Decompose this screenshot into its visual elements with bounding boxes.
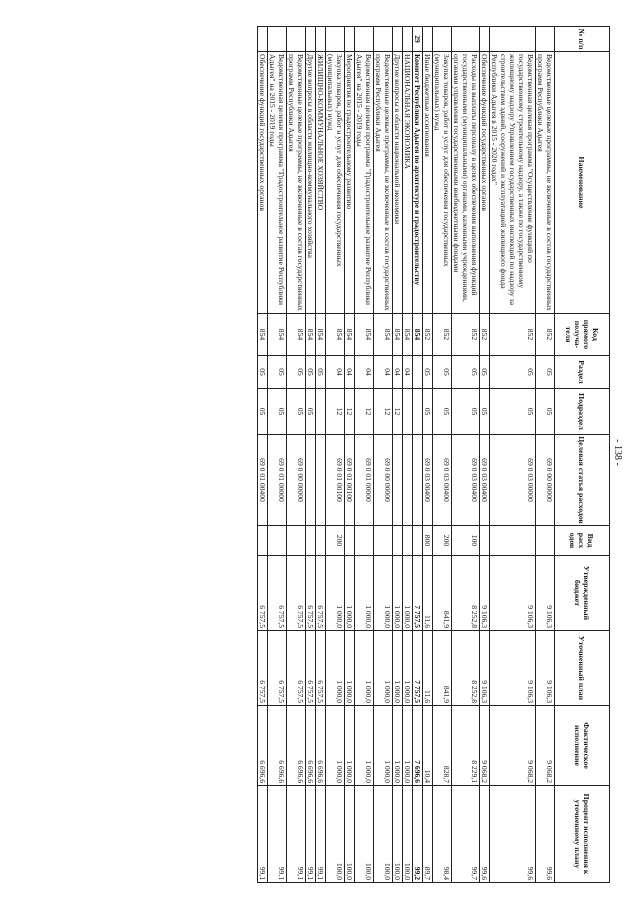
header-exp-type: Вид расх одов — [555, 526, 610, 556]
row-name: Ведомственная целевая программа "Осуществление функций по государственному строительному надзору, а также по государственному жилищному надзору Управлением государственных инспекций по надзору за строительством зданий, сооружений и эксплуатацией жилищного фонда Республики Адыгея в 2015 - 2020 годах" — [490, 52, 536, 314]
row-percent: 99,2 — [413, 786, 423, 883]
row-num — [355, 27, 374, 52]
row-actual: 7 696,6 — [413, 706, 423, 786]
row-section: 05 — [268, 356, 287, 389]
row-actual: 6 696,6 — [287, 706, 306, 786]
row-subsection: 05 — [480, 389, 490, 435]
row-exp-type — [413, 526, 423, 556]
row-num: 29 — [413, 27, 423, 52]
table-header-row — [555, 27, 610, 883]
row-name: Закупка товаров, работ и услуг для обеспечения государственных (муниципальных) нужд — [433, 52, 452, 314]
row-section: 05 — [536, 356, 555, 389]
row-name: НАЦИОНАЛЬНАЯ ЭКОНОМИКА — [403, 52, 413, 314]
row-approved: 841,9 — [433, 556, 452, 631]
row-exp-type — [268, 526, 287, 556]
row-num — [393, 27, 403, 52]
header-num: № п/п — [555, 27, 610, 52]
table-row — [374, 27, 393, 883]
row-percent: 100,0 — [355, 786, 374, 883]
row-target: 69 0 03 00400 — [480, 435, 490, 526]
row-subsection: 05 — [258, 389, 268, 435]
row-approved: 7 757,5 — [413, 556, 423, 631]
table-row — [287, 27, 306, 883]
row-code: 854 — [258, 314, 268, 356]
row-percent: 99,6 — [536, 786, 555, 883]
row-section: 05 — [480, 356, 490, 389]
row-target — [306, 435, 316, 526]
row-target — [413, 435, 423, 526]
row-target: 69 0 01 00100 — [345, 435, 355, 526]
row-subsection: 12 — [326, 389, 345, 435]
row-code: 854 — [355, 314, 374, 356]
row-subsection — [413, 389, 423, 435]
row-refined: 9 106,3 — [536, 631, 555, 706]
row-num — [326, 27, 345, 52]
row-target: 69 0 01 00400 — [258, 435, 268, 526]
row-subsection: 05 — [433, 389, 452, 435]
row-section: 05 — [306, 356, 316, 389]
row-percent: 99,7 — [452, 786, 480, 883]
row-refined: 841,9 — [433, 631, 452, 706]
row-refined: 1 000,0 — [374, 631, 393, 706]
row-target — [403, 435, 413, 526]
row-actual: 6 696,6 — [316, 706, 326, 786]
row-percent: 99,6 — [480, 786, 490, 883]
row-code: 854 — [374, 314, 393, 356]
row-name: Другие вопросы в области национальной экономики — [393, 52, 403, 314]
row-refined: 1 000,0 — [355, 631, 374, 706]
row-num — [536, 27, 555, 52]
row-refined: 1 000,0 — [403, 631, 413, 706]
row-name: Ведомственные целевые программы, не включенные в состав государственных программ Республики Адыгея — [536, 52, 555, 314]
row-target: 69 0 03 00400 — [433, 435, 452, 526]
row-num — [268, 27, 287, 52]
header-approved: Утвержденный бюджет — [555, 556, 610, 631]
row-subsection: 05 — [452, 389, 480, 435]
row-actual: 6 696,6 — [258, 706, 268, 786]
row-num — [433, 27, 452, 52]
row-section: 05 — [287, 356, 306, 389]
row-approved: 9 106,3 — [490, 556, 536, 631]
row-section: 05 — [433, 356, 452, 389]
row-percent: 89,7 — [423, 786, 433, 883]
row-percent: 99,1 — [268, 786, 287, 883]
row-subsection: 05 — [268, 389, 287, 435]
table-row — [423, 27, 433, 883]
table-body — [258, 27, 555, 883]
table-row — [536, 27, 555, 883]
row-code: 852 — [423, 314, 433, 356]
table-row — [268, 27, 287, 883]
row-actual: 10,4 — [423, 706, 433, 786]
row-name: Ведомственная целевая программа "Градостроительное развитие Республики Адыгея" на 2015 - 2019 годы — [355, 52, 374, 314]
row-actual: 828,7 — [433, 706, 452, 786]
row-approved: 6 757,5 — [316, 556, 326, 631]
table-row — [413, 27, 423, 883]
row-approved: 1 000,0 — [355, 556, 374, 631]
row-percent: 99,6 — [490, 786, 536, 883]
table-row — [452, 27, 480, 883]
table-row — [258, 27, 268, 883]
budget-table — [257, 26, 610, 883]
row-refined: 1 000,0 — [326, 631, 345, 706]
row-num — [287, 27, 306, 52]
header-percent: Процент исполнения к уточненному плану — [555, 786, 610, 883]
row-percent: 100,0 — [403, 786, 413, 883]
row-code: 854 — [393, 314, 403, 356]
row-exp-type: 200 — [433, 526, 452, 556]
row-section: 05 — [258, 356, 268, 389]
row-approved: 9 106,3 — [480, 556, 490, 631]
row-section: 04 — [326, 356, 345, 389]
row-target — [393, 435, 403, 526]
row-percent: 100,0 — [374, 786, 393, 883]
row-refined: 6 757,5 — [287, 631, 306, 706]
row-code: 854 — [306, 314, 316, 356]
row-approved: 1 000,0 — [393, 556, 403, 631]
header-section: Раздел — [555, 356, 610, 389]
row-name: Другие вопросы в области жилищно-коммунального хозяйства — [306, 52, 316, 314]
row-target: 69 0 01 00000 — [355, 435, 374, 526]
row-target: 69 0 01 00000 — [268, 435, 287, 526]
row-section: 05 — [490, 356, 536, 389]
row-num — [316, 27, 326, 52]
row-refined: 1 000,0 — [393, 631, 403, 706]
row-approved: 9 106,3 — [536, 556, 555, 631]
row-code: 852 — [536, 314, 555, 356]
row-refined: 8 252,8 — [452, 631, 480, 706]
row-percent: 99,1 — [316, 786, 326, 883]
row-num — [423, 27, 433, 52]
row-name: Обеспечение функций государственных органов — [258, 52, 268, 314]
row-exp-type: 800 — [423, 526, 433, 556]
row-section: 05 — [452, 356, 480, 389]
table-row — [345, 27, 355, 883]
row-refined: 9 106,3 — [490, 631, 536, 706]
row-subsection: 05 — [490, 389, 536, 435]
row-approved: 6 757,5 — [306, 556, 316, 631]
row-code: 852 — [480, 314, 490, 356]
row-name: Обеспечение функций государственных органов — [480, 52, 490, 314]
row-name: Ведомственные целевые программы, не включенные в состав государственных программ Республики Адыгея — [287, 52, 306, 314]
row-percent: 98,4 — [433, 786, 452, 883]
row-target: 69 0 03 00400 — [423, 435, 433, 526]
row-refined: 6 757,5 — [258, 631, 268, 706]
row-refined: 6 757,5 — [268, 631, 287, 706]
row-code: 854 — [287, 314, 306, 356]
row-name: Ведомственная целевая программа "Градостроительное развитие Республики Адыгея" на 2015 - 2019 годы — [268, 52, 287, 314]
row-target — [316, 435, 326, 526]
table-row — [316, 27, 326, 883]
row-num — [258, 27, 268, 52]
row-section: 04 — [355, 356, 374, 389]
table-row — [433, 27, 452, 883]
row-exp-type — [345, 526, 355, 556]
row-subsection: 05 — [423, 389, 433, 435]
row-section: 04 — [345, 356, 355, 389]
row-name: Комитет Республики Адыгея по архитектуре и градостроительству — [413, 52, 423, 314]
row-code: 854 — [413, 314, 423, 356]
table-row — [403, 27, 413, 883]
row-num — [403, 27, 413, 52]
row-name: Иные бюджетные ассигнования — [423, 52, 433, 314]
table-row — [326, 27, 345, 883]
row-subsection: 12 — [355, 389, 374, 435]
table-row — [306, 27, 316, 883]
row-subsection: 05 — [287, 389, 306, 435]
row-actual: 9 068,2 — [490, 706, 536, 786]
row-refined: 6 757,5 — [316, 631, 326, 706]
row-num — [480, 27, 490, 52]
row-refined: 1 000,0 — [345, 631, 355, 706]
row-approved: 1 000,0 — [374, 556, 393, 631]
row-name: Ведомственные целевые программы, не включенные в состав государственных программ Республики Адыгея — [374, 52, 393, 314]
row-approved: 6 757,5 — [268, 556, 287, 631]
row-num — [345, 27, 355, 52]
row-exp-type: 200 — [326, 526, 345, 556]
row-num — [374, 27, 393, 52]
row-subsection — [316, 389, 326, 435]
row-subsection: 05 — [306, 389, 316, 435]
row-target: 69 0 03 00400 — [452, 435, 480, 526]
header-code: Код прямого получа-теля — [555, 314, 610, 356]
row-section: 05 — [316, 356, 326, 389]
row-actual: 9 068,2 — [536, 706, 555, 786]
row-refined: 7 757,5 — [413, 631, 423, 706]
row-refined: 11,6 — [423, 631, 433, 706]
row-approved: 1 000,0 — [326, 556, 345, 631]
table-row — [480, 27, 490, 883]
row-target: 69 0 00 00000 — [374, 435, 393, 526]
row-actual: 1 000,0 — [403, 706, 413, 786]
row-refined: 6 757,5 — [306, 631, 316, 706]
row-subsection: 12 — [393, 389, 403, 435]
row-approved: 11,6 — [423, 556, 433, 631]
row-approved: 1 000,0 — [345, 556, 355, 631]
row-subsection: 05 — [536, 389, 555, 435]
row-exp-type — [393, 526, 403, 556]
row-target: 69 0 00 00000 — [287, 435, 306, 526]
row-code: 854 — [326, 314, 345, 356]
header-target: Целевая статья расходов — [555, 435, 610, 526]
row-code: 852 — [490, 314, 536, 356]
row-num — [306, 27, 316, 52]
row-code: 852 — [452, 314, 480, 356]
row-percent: 99,1 — [258, 786, 268, 883]
header-refined: Уточненный план — [555, 631, 610, 706]
table-row — [355, 27, 374, 883]
row-actual: 8 229,1 — [452, 706, 480, 786]
row-exp-type — [316, 526, 326, 556]
row-code: 854 — [316, 314, 326, 356]
row-target: 69 0 03 00000 — [490, 435, 536, 526]
row-exp-type — [490, 526, 536, 556]
row-percent: 100,0 — [345, 786, 355, 883]
row-name: Закупка товаров, работ и услуг для обеспечения государственных (муниципальных) нужд — [326, 52, 345, 314]
row-approved: 8 252,8 — [452, 556, 480, 631]
row-actual: 6 696,6 — [306, 706, 316, 786]
row-name: ЖИЛИЩНО-КОММУНАЛЬНОЕ ХОЗЯЙСТВО — [316, 52, 326, 314]
row-actual: 1 000,0 — [355, 706, 374, 786]
row-name: Расходы на выплаты персоналу в целях обеспечения выполнения функций государственными (муниципальными) органами, казенными учреждениями, органами управления государственными внебюджетными фондами — [452, 52, 480, 314]
row-actual: 1 000,0 — [345, 706, 355, 786]
row-code: 852 — [433, 314, 452, 356]
row-section: 04 — [403, 356, 413, 389]
header-subsection: Подраздел — [555, 389, 610, 435]
row-num — [490, 27, 536, 52]
row-exp-type: 100 — [452, 526, 480, 556]
row-percent: 99,1 — [306, 786, 316, 883]
row-section — [413, 356, 423, 389]
row-actual: 1 000,0 — [393, 706, 403, 786]
row-percent: 99,1 — [287, 786, 306, 883]
row-exp-type — [536, 526, 555, 556]
row-exp-type — [480, 526, 490, 556]
table-row — [490, 27, 536, 883]
row-exp-type — [355, 526, 374, 556]
row-code: 854 — [268, 314, 287, 356]
table-row — [393, 27, 403, 883]
row-subsection: 12 — [374, 389, 393, 435]
row-subsection: 12 — [345, 389, 355, 435]
row-exp-type — [287, 526, 306, 556]
header-actual: Фактическое исполнение — [555, 706, 610, 786]
row-subsection — [403, 389, 413, 435]
page-number: - 138 - — [612, 439, 623, 466]
row-actual: 6 696,6 — [268, 706, 287, 786]
row-name: Мероприятия по градостроительному развитию — [345, 52, 355, 314]
row-section: 05 — [423, 356, 433, 389]
row-code: 854 — [403, 314, 413, 356]
row-target: 69 0 01 00100 — [326, 435, 345, 526]
row-exp-type — [403, 526, 413, 556]
row-actual: 1 000,0 — [374, 706, 393, 786]
row-exp-type — [306, 526, 316, 556]
row-actual: 1 000,0 — [326, 706, 345, 786]
header-name: Наименование — [555, 52, 610, 314]
row-section: 04 — [393, 356, 403, 389]
row-refined: 9 106,3 — [480, 631, 490, 706]
row-percent: 100,0 — [326, 786, 345, 883]
row-percent: 100,0 — [393, 786, 403, 883]
row-target: 69 0 00 00000 — [536, 435, 555, 526]
row-num — [452, 27, 480, 52]
row-code: 854 — [345, 314, 355, 356]
row-exp-type — [374, 526, 393, 556]
row-approved: 6 757,5 — [287, 556, 306, 631]
row-actual: 9 068,2 — [480, 706, 490, 786]
row-approved: 6 757,5 — [258, 556, 268, 631]
row-section: 04 — [374, 356, 393, 389]
row-exp-type — [258, 526, 268, 556]
row-approved: 1 000,0 — [403, 556, 413, 631]
